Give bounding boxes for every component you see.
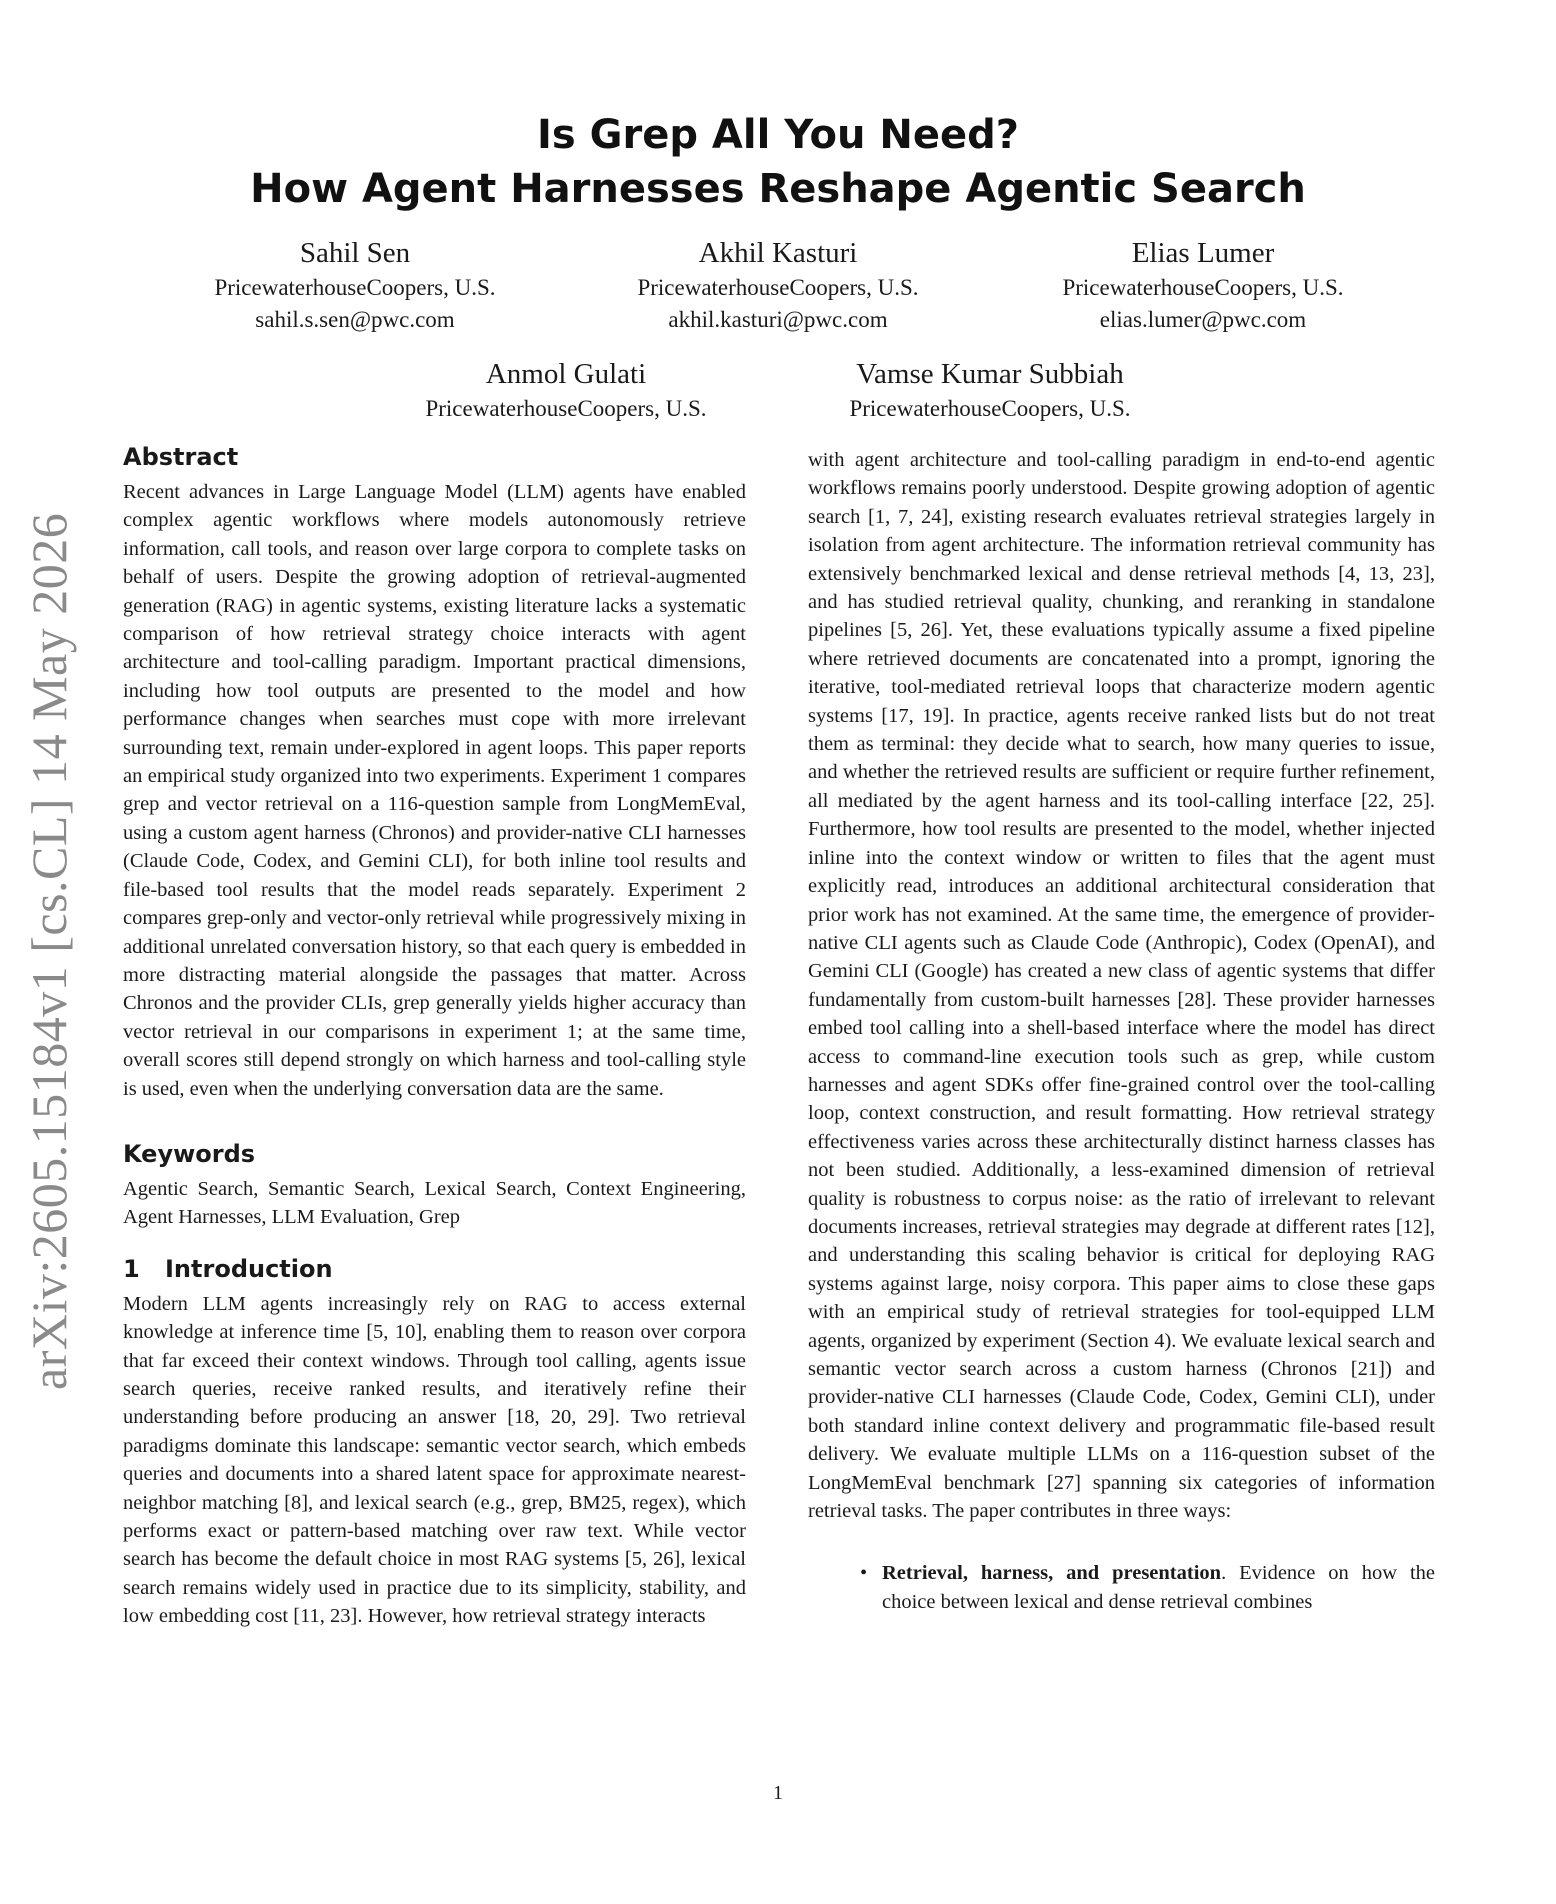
author-block [145, 234, 565, 336]
paper-title-line-1: Is Grep All You Need? [537, 112, 1019, 158]
author-email[interactable]: akhil.kasturi@pwc.com [668, 307, 888, 332]
author-block [356, 355, 776, 425]
right-column [808, 446, 1435, 1616]
left-column [123, 440, 746, 1631]
keywords-text: Agentic Search, Semantic Search, Lexical Search, Context Engineering, Agent Harnesses, LLM Evaluation, Grep [123, 1177, 746, 1229]
author-affiliation: PricewaterhouseCoopers, U.S. [1062, 275, 1344, 300]
keywords-heading: Keywords [123, 1139, 256, 1168]
section-title: Introduction [165, 1254, 333, 1283]
bullet-icon: • [860, 1562, 868, 1585]
page-number: 1 [773, 1782, 783, 1804]
author-name: Sahil Sen [299, 237, 411, 269]
author-email[interactable]: sahil.s.sen@pwc.com [255, 307, 455, 332]
abstract-heading: Abstract [123, 443, 239, 471]
author-name: Anmol Gulati [485, 358, 647, 390]
introduction-heading [123, 1252, 746, 1286]
author-name: Elias Lumer [1131, 237, 1275, 269]
paper-title-line-2: How Agent Harnesses Reshape Agentic Search [250, 166, 1306, 212]
author-affiliation: PricewaterhouseCoopers, U.S. [637, 275, 919, 300]
author-block [993, 234, 1413, 336]
author-affiliation: PricewaterhouseCoopers, U.S. [214, 275, 496, 300]
paper-title [0, 108, 1556, 216]
author-email[interactable]: elias.lumer@pwc.com [1099, 307, 1307, 332]
author-affiliation: PricewaterhouseCoopers, U.S. [425, 396, 707, 421]
author-name: Vamse Kumar Subbiah [856, 358, 1124, 390]
introduction-text-right: with agent architecture and tool-calling paradigm in end-to-end agentic workflows remains poorly understood. Despite growing adoption of agentic search [1, 7, 24], existing research evaluates retrieval strategies largely in isolation from agent architecture. The information retrieval community has extensively benchmarked lexical and dense retrieval methods [4, 13, 23], and has studied retrieval quality, chunking, and reranking in standalone pipelines [5, 26]. Yet, these evaluations typically assume a fixed pipeline where retrieved documents are concatenated into a prompt, ignoring the iterative, tool-mediated retrieval loops that characterize modern agentic systems [17, 19]. In practice, agents receive ranked lists but do not treat them as terminal: they decide what to search, how many queries to issue, and whether the retrieved results are sufficient or require further refinement, all mediated by the agent harness and its tool-calling interface [22, 25]. Furthermore, how tool results are presented to the model, whether injected inline into the context window or written to files that the agent must explicitly read, introduces an additional architectural consideration that prior work has not examined. At the same time, the emergence of provider-native CLI agents such as Claude Code (Anthropic), Codex (OpenAI), and Gemini CLI (Google) has created a new class of agentic systems that differ fundamentally from custom-built harnesses [28]. These provider harnesses embed tool calling into a shell-based interface where the model has direct access to command-line execution tools such as grep, while custom harnesses and agent SDKs offer fine-grained control over the tool-calling loop, context construction, and result formatting. How retrieval strategy effectiveness varies across these architecturally distinct harness classes has not been studied. Additionally, a less-examined dimension of retrieval quality is robustness to corpus noise: as the ratio of irrelevant to relevant documents increases, retrieval strategies may degrade at different rates [12], and understanding this scaling behavior is critical for deploying RAG systems against large, noisy corpora. This paper aims to close these gaps with an empirical study of retrieval strategies for tool-equipped LLM agents, organized by experiment (Section 4). We evaluate lexical search and semantic vector search across a custom harness (Chronos [21]) and provider-native CLI harnesses (Claude Code, Codex, Gemini CLI), under both standard inline context delivery and programmatic file-based result delivery. We evaluate multiple LLMs on a 116-question subset of the LongMemEval benchmark [27] spanning six categories of information retrieval tasks. The paper contributes in three ways: [808, 449, 1435, 1523]
author-affiliation: PricewaterhouseCoopers, U.S. [849, 396, 1131, 421]
section-number: 1 [123, 1254, 140, 1283]
contribution-text: . Evidence on how the choice between lexical and dense retrieval combines [882, 1562, 1435, 1613]
contribution-title: Retrieval, harness, and presentation [882, 1562, 1222, 1585]
author-block [780, 355, 1200, 425]
arxiv-identifier-stamp: arXiv:2605.15184v1 [cs.CL] 14 May 2026 [21, 512, 77, 1390]
contribution-list-item [808, 1559, 1435, 1616]
author-block [568, 234, 988, 336]
abstract-text: Recent advances in Large Language Model (LLM) agents have enabled complex agentic workflows where models autonomously retrieve information, call tools, and reason over large corpora to complete tasks on behalf of users. Despite the growing adoption of retrieval-augmented generation (RAG) in agentic systems, existing literature lacks a systematic comparison of how retrieval strategy choice interacts with agent architecture and tool-calling paradigm. Important practical dimensions, including how tool outputs are presented to the model and how performance changes when searches must cope with more irrelevant surrounding text, remain under-explored in agent loops. This paper reports an empirical study organized into two experiments. Experiment 1 compares grep and vector retrieval on a 116-question sample from LongMemEval, using a custom agent harness (Chronos) and provider-native CLI harnesses (Claude Code, Codex, and Gemini CLI), for both inline tool results and file-based tool results that the model reads separately. Experiment 2 compares grep-only and vector-only retrieval while progressively mixing in additional unrelated conversation history, so that each query is embedded in more distracting material alongside the passages that matter. Across Chronos and the provider CLIs, grep generally yields higher accuracy than vector retrieval in our comparisons in experiment 1; at the same time, overall scores still depend strongly on which harness and tool-calling style is used, even when the underlying conversation data are the same. [123, 481, 746, 1100]
author-name: Akhil Kasturi [698, 237, 858, 269]
introduction-text-left: Modern LLM agents increasingly rely on RAG to access external knowledge at inference time [5, 10], enabling them to reason over corpora that far exceed their context windows. Through tool calling, agents issue search queries, receive ranked results, and iteratively refine their understanding before producing an answer [18, 20, 29]. Two retrieval paradigms dominate this landscape: semantic vector search, which embeds queries and documents into a shared latent space for approximate nearest-neighbor matching [8], and lexical search (e.g., grep, BM25, regex), which performs exact or pattern-based matching over raw text. While vector search has become the default choice in most RAG systems [5, 26], lexical search remains widely used in practice due to its simplicity, stability, and low embedding cost [11, 23]. However, how retrieval strategy interacts [123, 1292, 746, 1628]
